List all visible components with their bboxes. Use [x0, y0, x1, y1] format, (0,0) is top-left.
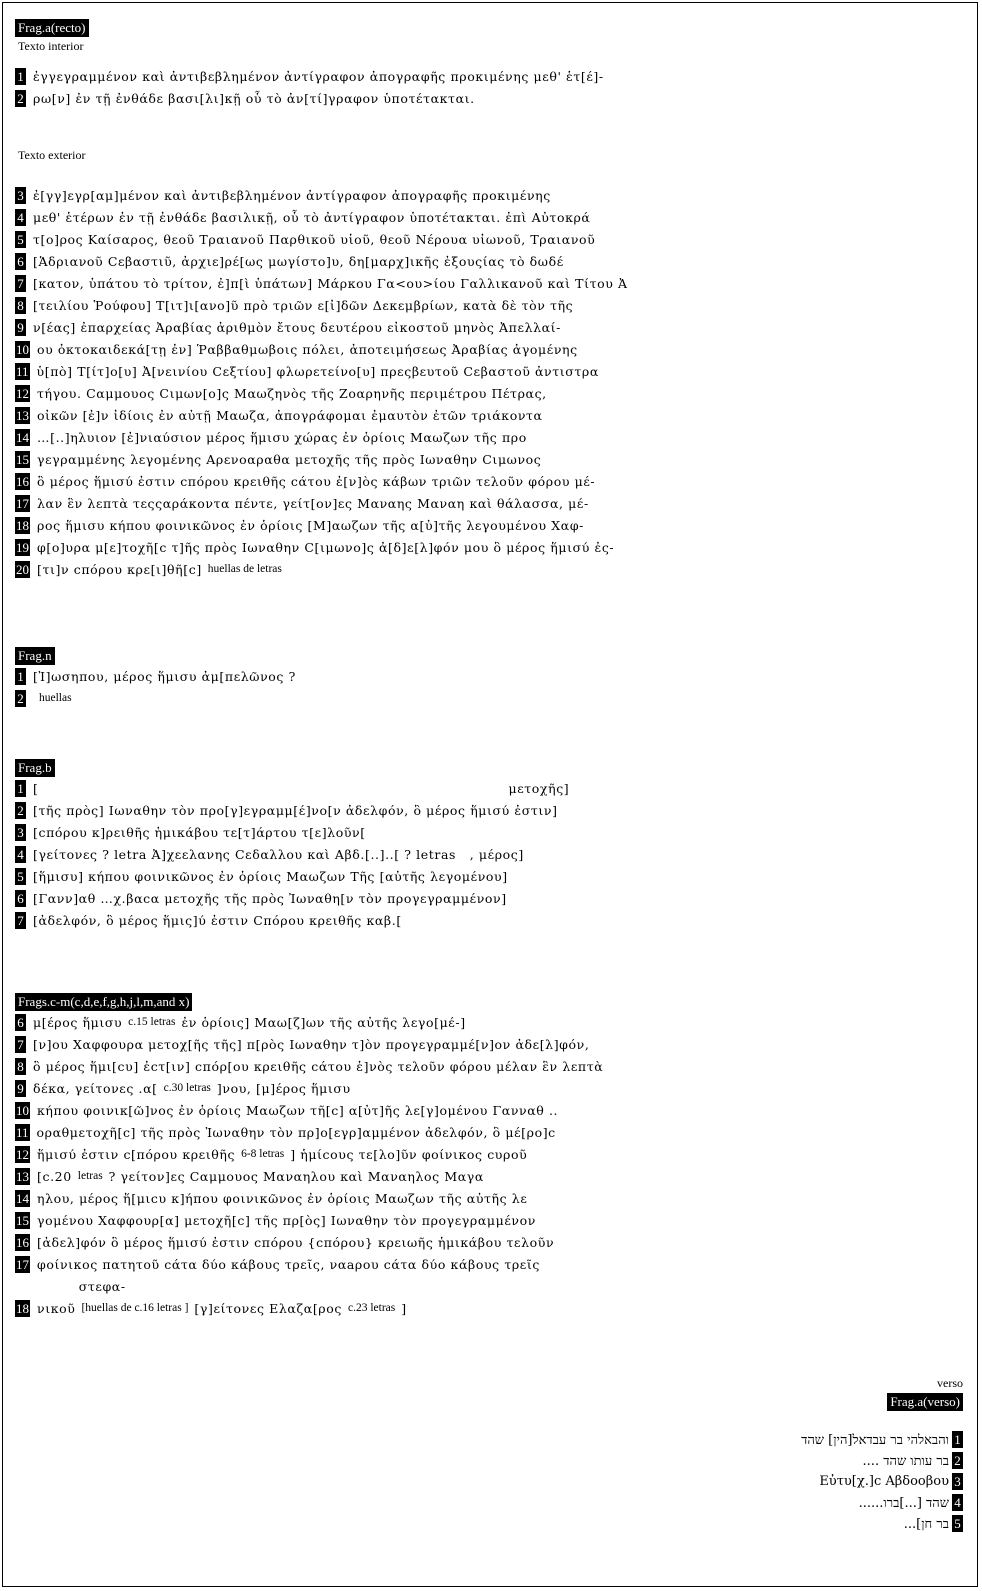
line-number: 4	[952, 1494, 963, 1511]
editorial-note: huellas	[39, 692, 72, 704]
verso-line-text: שהד [...]ברו......	[858, 1495, 949, 1511]
line-group	[15, 1011, 603, 1319]
line-number: 17	[16, 1256, 29, 1272]
line-text: [κατον, ὑπάτου τὸ τρίτον, ἐ]π[ὶ ὑπάτων] Μάρκου Γα<ου>ίου Γαλλικανοῦ καὶ Τίτου Ἀ	[33, 275, 628, 291]
line-text: μ[έρος ἥμισυ	[33, 1014, 123, 1030]
line-number: 19	[16, 539, 29, 555]
section-subtitle: Texto exterior	[18, 148, 86, 162]
text-line	[15, 316, 628, 338]
text-line	[15, 1297, 603, 1319]
line-number: 6	[15, 890, 26, 907]
text-line	[15, 799, 569, 821]
line-number: 2	[15, 90, 26, 107]
verso-line-text: והבאלהי בר עבדאל[הין] שהד	[801, 1432, 949, 1448]
text-line	[15, 492, 628, 514]
line-text: ρω[ν] ἐν τῇ ἐνθάδε βασι[λι]κῇ οὗ τὸ ἀν[τί]γραφον ὑποτέτακται.	[33, 90, 475, 106]
text-line	[15, 1253, 603, 1275]
line-text: [τῆς πρὸς] Ιωναθην τὸν προ[γ]εγραμμ[έ]νο[ν ἀδελφόν, ὃ μέρος ἥμισύ ἐστιν]	[33, 802, 558, 818]
line-number: 2	[15, 802, 26, 819]
text-line	[15, 87, 628, 109]
text-line	[15, 448, 628, 470]
verso-label: verso	[937, 1376, 963, 1390]
text-line	[15, 250, 628, 272]
line-text: τ[ο]ρος Καίσαρος, θεοῦ Τραιανοῦ Παρθικοῦ υἱοῦ, θεοῦ Νέρουα υἱωνοῦ, Τραιανοῦ	[33, 231, 596, 247]
text-line	[15, 1099, 603, 1121]
line-text: λαν ἓν λεπτὰ τεςςαράκοντα πέντε, γείτ[ον]ες Μαναης Μαναη καὶ θάλασσα, μέ-	[37, 495, 589, 511]
line-number: 7	[15, 1036, 26, 1053]
line-text: τήγου. Cαμμουος Cιμων[ο]ς Μαωζηνὸς τῆς Ζοαρηνῆς περιμέτρου Πέτρας,	[37, 385, 547, 401]
line-text: φ[ο]υρα μ[ε]τοχῆ[c τ]ῆς πρὸς Ιωναθην C[ιμωνο]ς ἀ[δ]ε[λ]φόν μου ὃ μέρος ἥμισύ ἐς-	[37, 539, 615, 555]
editorial-note: c.23 letras	[347, 1302, 396, 1314]
line-text: [Ἁδριανοῦ Cεβαστιῦ, ἀρχιε]ρέ[ως μωγίστο]υ, δη[μαρχ]ικῆς ἐξουςίας τὸ δωδέ	[33, 253, 564, 269]
line-text: ἐ[γγ]εγρ[αμ]μένον καὶ ἀντιβεβλημένον ἀντίγραφον ἀπογραφῆς προκιμένης	[33, 187, 551, 203]
line-number: 11	[16, 1124, 29, 1140]
line-text: κήπου φοινικ[ῶ]νος ἐν ὁρίοις Μαωζων τῆ[c] α[ὐτ]ῆς λε[γ]ομένου Γανναθ ..	[37, 1102, 559, 1118]
line-text: ἐγγεγραμμένον καὶ ἀντιβεβλημένον ἀντίγραφον ἀπογραφῆς προκιμένης μεθ' ἑτ[έ]-	[33, 68, 604, 84]
line-text: [τειλίου Ῥούφου] Τ[ιτ]ι[ανο]ῦ πρὸ τριῶν ε[ἰ]δῶν Δεκεμβρίων, κατὰ δὲ τὸν τῆς	[33, 297, 574, 313]
section-frag-n	[15, 645, 296, 709]
line-number: 13	[16, 1168, 29, 1184]
line-number: 8	[15, 1058, 26, 1075]
line-text: [c.20	[37, 1168, 72, 1184]
text-line	[15, 360, 628, 382]
line-text: φοίνικος πατητοῦ cάτα δύο κάβους τρεῖς, ναaρου cάτα δύο κάβους τρεῖς	[37, 1256, 540, 1272]
line-text: [ἥμισυ] κήπου φοινικῶνος ἐν ὁρίοις Μαωζων Τῆς [αὐτῆς λεγομένου]	[33, 868, 508, 884]
text-line	[15, 206, 628, 228]
line-number: 13	[16, 407, 29, 423]
line-text-continued: ? γείτον]ες Cαμμουος Μαναηλου καὶ Μαναηλος Μαγα	[108, 1168, 484, 1184]
line-number: 14	[16, 1190, 29, 1206]
text-line	[15, 1209, 603, 1231]
section-subtitle: Texto interior	[18, 39, 84, 53]
line-number: 18	[16, 1300, 29, 1316]
text-line	[15, 1165, 603, 1187]
line-number: 9	[15, 1080, 26, 1097]
line-number: 1	[15, 68, 26, 85]
text-line	[15, 536, 628, 558]
line-number: 3	[952, 1473, 963, 1490]
section-frag-b	[15, 757, 569, 931]
line-text: ὑ[πὸ] Τ[ίτ]ο[υ] Ἀ[νεινίου Cεξτίου] φλωρετείνο[υ] πρεςβευτοῦ Cεβαστοῦ ἀντιστρα	[36, 363, 599, 379]
line-text: [ἀδελ]φόν ὃ μέρος ἥμισύ ἐστιν cπόρου {cπόρου} κρειωῆς ἡμικάβου τελοῦν	[37, 1234, 555, 1250]
text-line	[15, 1121, 603, 1143]
line-number: 3	[15, 824, 26, 841]
line-number: 5	[15, 868, 26, 885]
text-line	[15, 558, 628, 580]
text-line	[15, 184, 628, 206]
line-text: [ἀδελφόν, ὃ μέρος ἥμις]ύ ἐστιν Cπόρου κρειθῆς καβ.[	[33, 912, 402, 928]
line-number: 1	[952, 1431, 963, 1448]
line-number: 16	[16, 1234, 29, 1250]
line-number: 8	[15, 297, 26, 314]
text-line	[15, 272, 628, 294]
line-text: ὃ μέρος ἥμι[cυ] ἐcτ[ιν] cπόρ[ου κρειθῆς cάτου ἑ]νὸς τελοῦν φόρου μέλαν ἓν λεπτὰ	[33, 1058, 604, 1074]
line-number: 16	[16, 473, 29, 489]
section-header: Frags.c-m(c,d,e,f,g,h,j,l,m,and x)	[15, 993, 192, 1011]
section-header: Frag.a(verso)	[887, 1393, 963, 1411]
line-text: [Γανν]αθ …χ.βαcα μετοχῆς τῆς πρὸς Ἰωναθη[ν τὸν προγεγραμμένον]	[33, 890, 507, 906]
text-line	[15, 909, 569, 931]
line-number: 4	[15, 209, 26, 226]
line-number: 7	[15, 912, 26, 929]
text-line	[15, 404, 628, 426]
text-line	[15, 294, 628, 316]
verso-line-text: בר עותו שהד ....	[862, 1453, 949, 1469]
line-number: 4	[15, 846, 26, 863]
line-text: οἰκῶν [ἐ]ν ἰδίοις ἐν αὐτῇ Μαωζα, ἀπογράφομαι ἐμαυτὸν ἐτῶν τριάκοντα	[37, 407, 543, 423]
editorial-note: huellas de letras	[207, 563, 282, 575]
line-number: 9	[15, 319, 26, 336]
line-number: 10	[16, 1102, 29, 1118]
text-line	[15, 1011, 603, 1033]
line-text: [ν]ου Χαφφουρα μετοχ[ῆς τῆς] π[ρὸς Ιωναθην τ]ὸν προγεγραμμέ[ν]ον ἀδε[λ]φόν,	[33, 1036, 590, 1052]
section-frag-a-recto	[15, 17, 628, 580]
text-line	[15, 1187, 603, 1209]
line-text: [	[33, 780, 39, 796]
line-number: 14	[16, 429, 29, 445]
line-text: ν[έας] ἐπαρχείας Ἀραβίας ἀριθμὸν ἔτους δευτέρου εἰκοστοῦ μηνὸς Ἀπελλαί-	[33, 319, 561, 335]
verso-line	[801, 1450, 963, 1471]
verso-line-text: בר חן]...	[903, 1516, 949, 1532]
text-line	[15, 887, 569, 909]
line-group	[15, 665, 296, 709]
verso-line	[801, 1471, 963, 1492]
verso-line	[801, 1492, 963, 1513]
line-text: νικοῦ	[37, 1300, 76, 1316]
line-number: 17	[16, 495, 29, 511]
section-frag-a-verso	[801, 1375, 963, 1534]
text-line	[15, 1231, 603, 1253]
document-page	[2, 2, 978, 1587]
line-number: 11	[16, 363, 29, 379]
line-text: γομένου Χαφφουρ[α] μετοχῆ[c] τῆς πρ[ὸς] Ιωναθην τὸν προγεγραμμένον	[37, 1212, 536, 1228]
verso-line	[801, 1429, 963, 1450]
line-number: 1	[15, 780, 26, 797]
line-text: [cπόρου κ]ρειθῆς ἡμικάβου τε[τ]άρτου τ[ε]λοῦν[	[33, 824, 366, 840]
line-number: 15	[16, 1212, 29, 1228]
line-text-continued: ἐν ὁρίοις] Μαω[ζ]ων τῆς αὐτῆς λεγο[μέ-]	[181, 1014, 466, 1030]
text-line	[15, 1143, 603, 1165]
line-number: 12	[16, 1146, 29, 1162]
line-text-tail: μετοχῆς]	[508, 780, 570, 796]
line-number: 1	[15, 668, 26, 685]
line-number: 3	[15, 187, 26, 204]
text-line	[15, 821, 569, 843]
line-number: 2	[952, 1452, 963, 1469]
section-header: Frag.b	[15, 759, 55, 777]
line-number: 5	[15, 231, 26, 248]
text-line	[15, 865, 569, 887]
line-number: 15	[16, 451, 29, 467]
text-line	[15, 1275, 603, 1297]
text-line	[15, 1033, 603, 1055]
verso-line-text: Εὐτυ[χ.]c Αβδοοβου	[819, 1474, 949, 1489]
editorial-note: letras	[77, 1170, 103, 1182]
editorial-note: c.30 letras	[163, 1082, 211, 1094]
text-line	[15, 426, 628, 448]
text-line	[15, 470, 628, 492]
line-number: 18	[16, 517, 29, 533]
line-text-continued: [γ]είτονες Ελαζα[ρος	[194, 1300, 342, 1316]
line-group-exterior	[15, 184, 628, 580]
text-line	[15, 228, 628, 250]
line-text: [γείτονες ? letra Ἀ]χεελανης Cεδαλλου καὶ Αβδ.[..]..[ ? letras , μέρος]	[33, 846, 524, 862]
text-line	[15, 843, 569, 865]
verso-line-group	[801, 1429, 963, 1534]
verso-line	[801, 1513, 963, 1534]
line-number: 2	[15, 690, 26, 707]
line-number: 6	[15, 1014, 26, 1031]
editorial-note: [huellas de c.16 letras ]	[81, 1302, 189, 1314]
line-number: 6	[15, 253, 26, 270]
line-text: [τι]ν cπόρου κρε[ι]θῆ[c]	[37, 561, 202, 577]
text-line	[15, 1077, 603, 1099]
line-text: ὃ μέρος ἥμισύ ἐστιν cπόρου κρειθῆς cάτου ἐ[ν]ὸς κάβων τριῶν τελοῦν φόρου μέ-	[37, 473, 596, 489]
text-line	[15, 687, 296, 709]
line-text: στεφα-	[33, 1278, 126, 1294]
section-header: Frag.n	[15, 647, 55, 665]
text-line	[15, 65, 628, 87]
text-line	[15, 777, 569, 799]
line-number: 20	[16, 561, 29, 577]
text-line	[15, 1055, 603, 1077]
text-line	[15, 382, 628, 404]
line-text: …[..]ηλυιον [ἐ]νιαύσιον μέρος ἥμισυ χώρας ἐν ὁρίοις Μαωζων τῆς προ	[37, 429, 527, 445]
line-text: ρος ἥμισυ κήπου φοινικῶνος ἐν ὁρίοις [Μ]αωζων τῆς α[ὐ]τῆς λεγουμένου Χαφ-	[37, 517, 585, 533]
line-text-continued: ] ἡμίcους τε[λο]ῦν φοίνικος cυροῦ	[290, 1146, 528, 1162]
line-number: 10	[16, 341, 29, 357]
editorial-note: c.15 letras	[128, 1016, 176, 1028]
section-frags-c-m	[15, 991, 603, 1319]
line-group	[15, 777, 569, 931]
line-text: οραθμετοχῆ[c] τῆς πρὸς Ἰωναθην τὸν πρ]ο[εγρ]αμμένον ἀδελφόν, ὃ μέ[ρο]c	[36, 1124, 556, 1140]
text-line	[15, 338, 628, 360]
line-text: ἥμισύ ἐστιν c[πόρου κρειθῆς	[37, 1146, 236, 1162]
line-number: 5	[952, 1515, 963, 1532]
line-number: 12	[16, 385, 29, 401]
line-text-continued: ]νου, [μ]έρος ἥμισυ	[216, 1080, 351, 1096]
line-text: μεθ' ἑτέρων ἐν τῇ ἐνθάδε βασιλικῇ, οὗ τὸ ἀντίγραφον ὑποτέτακται. ἐπὶ Αὐτοκρά	[33, 209, 591, 225]
section-header: Frag.a(recto)	[15, 19, 89, 37]
line-text: ου ὀκτοκαιδεκά[τῃ ἐν] Ῥαββαθμωβοις πόλει, ἀποτειμήσεως Ἀραβίας ἀγομένης	[37, 341, 578, 357]
line-group-interior	[15, 65, 628, 109]
line-text: ηλου, μέρος ἥ[μιcυ κ]ήπου φοινικῶνος ἐν ὁρίοις Μαωζων τῆς αὐτῆς λε	[37, 1190, 528, 1206]
line-text: [Ἰ]ωσηπου, μέρος ἥμισυ ἀμ[πελῶνος ?	[33, 668, 296, 684]
line-text: δέκα, γείτονες .α[	[33, 1080, 158, 1096]
line-text: γεγραμμένης λεγομένης Αρενοαραθα μετοχῆς τῆς πρὸς Ιωναθην Cιμωνος	[37, 451, 542, 467]
line-text-continued: ]	[401, 1300, 407, 1316]
text-line	[15, 665, 296, 687]
line-number: 7	[15, 275, 26, 292]
text-line	[15, 514, 628, 536]
editorial-note: 6-8 letras	[241, 1148, 285, 1160]
